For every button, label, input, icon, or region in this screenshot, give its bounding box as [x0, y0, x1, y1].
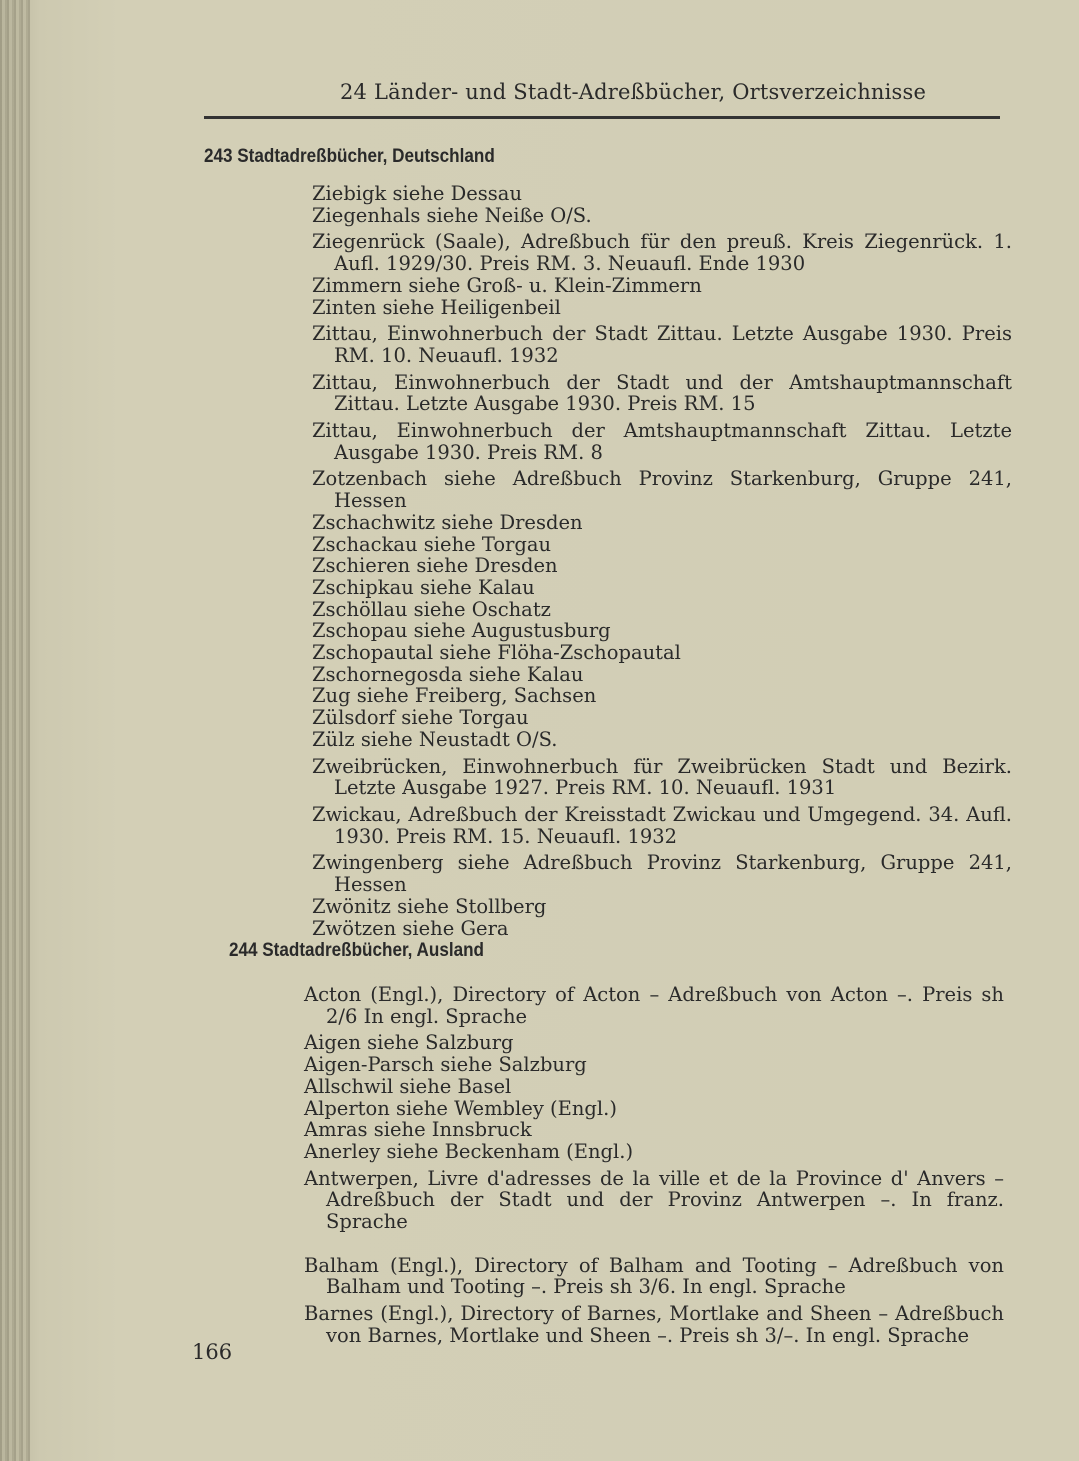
list-item: Acton (Engl.), Directory of Acton – Adreßbuch von Acton –. Preis sh 2/6 In engl. Sprache — [304, 983, 1004, 1028]
list-item: Ziebigk siehe Dessau — [312, 182, 522, 205]
list-item: Zittau, Einwohnerbuch der Stadt und der Amtshauptmannschaft Zittau. Letzte Ausgabe 1930. Preis RM. 15 — [312, 370, 1012, 416]
list-item: Zschachwitz siehe Dresden — [312, 510, 583, 534]
list-item: Zülsdorf siehe Torgau — [312, 706, 529, 730]
list-item: Zschackau siehe Torgau — [312, 532, 552, 556]
list-item: Zschornegosda siehe Kalau — [312, 662, 584, 686]
list-item: Balham (Engl.), Directory of Balham and Tooting – Adreßbuch von Balham und Tooting –. Preis sh 3/6. In engl. Sprache — [304, 1253, 1004, 1299]
list-item: Amras siehe Innsbruck — [304, 1118, 532, 1142]
list-item: Zittau, Einwohnerbuch der Stadt Zittau. Letzte Ausgabe 1930. Preis RM. 10. Neuaufl. 1932 — [312, 322, 1012, 367]
header-rule — [204, 116, 1000, 119]
list-item: Alperton siehe Wembley (Engl.) — [304, 1096, 617, 1120]
list-item: Zwickau, Adreßbuch der Kreisstadt Zwickau und Umgegend. 34. Aufl. 1930. Preis RM. 15. Neuaufl. 1932 — [312, 802, 1012, 848]
list-item: Allschwil siehe Basel — [304, 1074, 512, 1098]
entry-list-244 — [304, 984, 1004, 1347]
list-item: Zwötzen siehe Gera — [312, 916, 509, 940]
list-item: Anerley siehe Beckenham (Engl.) — [304, 1139, 634, 1163]
list-item: Zschöllau siehe Oschatz — [312, 597, 551, 621]
list-item: Zschipkau siehe Kalau — [312, 575, 535, 599]
list-item: Aigen-Parsch siehe Salzburg — [304, 1053, 587, 1077]
list-item: Ziegenhals siehe Neiße O/S. — [312, 203, 592, 227]
list-item: Zotzenbach siehe Adreßbuch Provinz Starkenburg, Gruppe 241, Hessen — [312, 467, 1012, 513]
entry-list-243 — [312, 183, 1012, 939]
list-item: Aigen siehe Salzburg — [304, 1031, 514, 1055]
list-item: Zwingenberg siehe Adreßbuch Provinz Starkenburg, Gruppe 241, Hessen — [312, 851, 1012, 897]
list-item: Zwönitz siehe Stollberg — [312, 894, 547, 918]
section-title-244: 244 Stadtadreßbücher, Ausland — [229, 940, 484, 961]
running-head: 24 Länder- und Stadt-Adreßbücher, Ortsverzeichnisse — [340, 80, 927, 104]
list-item: Barnes (Engl.), Directory of Barnes, Mortlake and Sheen – Adreßbuch von Barnes, Mortlake und Sheen –. Preis sh 3/–. In engl. Sprache — [304, 1302, 1004, 1347]
list-item: Zinten siehe Heiligenbeil — [312, 295, 561, 319]
list-item: Ziegenrück (Saale), Adreßbuch für den preuß. Kreis Ziegenrück. 1. Aufl. 1929/30. Preis RM. 3. Neuaufl. Ende 1930 — [312, 230, 1012, 276]
list-item: Zug siehe Freiberg, Sachsen — [312, 684, 597, 708]
book-spine-edge — [0, 0, 30, 1461]
list-item: Zweibrücken, Einwohnerbuch für Zweibrücken Stadt und Bezirk. Letzte Ausgabe 1927. Preis RM. 10. Neuaufl. 1931 — [312, 754, 1012, 800]
list-item: Antwerpen, Livre d'adresses de la ville et de la Province d' Anvers – Adreßbuch der Stadt und der Provinz Antwerpen –. In franz. Sprache — [304, 1166, 1004, 1234]
list-item: Zittau, Einwohnerbuch der Amtshauptmannschaft Zittau. Letzte Ausgabe 1930. Preis RM. 8 — [312, 419, 1012, 464]
list-item: Zimmern siehe Groß- u. Klein-Zimmern — [312, 273, 702, 297]
section-title-243: 243 Stadtadreßbücher, Deutschland — [204, 146, 495, 167]
page-number: 166 — [192, 1340, 233, 1364]
list-item: Zschopau siehe Augustusburg — [312, 619, 611, 643]
list-item: Zschopautal siehe Flöha-Zschopautal — [312, 641, 681, 665]
list-item: Zülz siehe Neustadt O/S. — [312, 727, 558, 751]
list-item: Zschieren siehe Dresden — [312, 554, 558, 578]
